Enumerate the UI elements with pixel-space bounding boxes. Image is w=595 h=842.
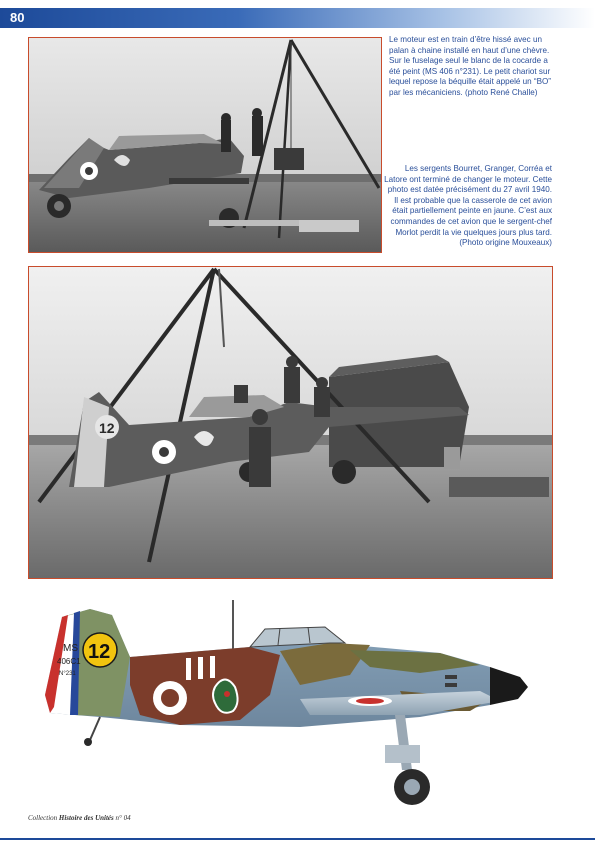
aircraft-profile-illustration bbox=[40, 595, 540, 810]
profile-code-ms: MS bbox=[63, 643, 78, 654]
profile-code-serial: N°231 bbox=[59, 671, 76, 677]
caption-engine-changed: Les sergents Bourret, Granger, Corréa et Latore ont terminé de changer le moteur. Cette photo est datée précisément du 27 avril 1940. Il est probable que la casserole de cet avion était partiellement peinte en jaune. C’est aux commandes de cet avion que le sergent-chef Morlot perdit la vie quelques jours plus tard. (Photo origine Mouxeaux) bbox=[384, 164, 552, 248]
photo-plane-number: 12 bbox=[99, 420, 115, 436]
photo-engine-hoist bbox=[28, 37, 382, 253]
caption-engine-hoist: Le moteur est en train d’être hissé avec un palan à chaine installé en haut d’une chèvre. Sur le fuselage seul le blanc de la cocarde a été peint (MS 406 n°231). Le petit chariot sur lequel repose la béquille était appelé un “BO” par les mécaniciens. (photo René Challe) bbox=[389, 35, 551, 97]
footer-issue: n° 04 bbox=[115, 814, 131, 822]
photo-engine-hoist-image bbox=[29, 38, 381, 252]
footer-prefix: Collection bbox=[28, 814, 58, 822]
footer-title: Histoire des Unités bbox=[58, 814, 114, 822]
profile-number: 12 bbox=[88, 641, 111, 663]
photo-engine-changed bbox=[28, 266, 553, 579]
profile-code-type: 406C1 bbox=[57, 657, 81, 666]
nose-spinner bbox=[490, 667, 528, 705]
photo-engine-changed-image bbox=[29, 267, 552, 578]
footer bbox=[28, 814, 131, 822]
header-bar bbox=[0, 8, 595, 28]
page-bottom-border bbox=[0, 838, 595, 840]
page-number: 80 bbox=[10, 10, 25, 25]
